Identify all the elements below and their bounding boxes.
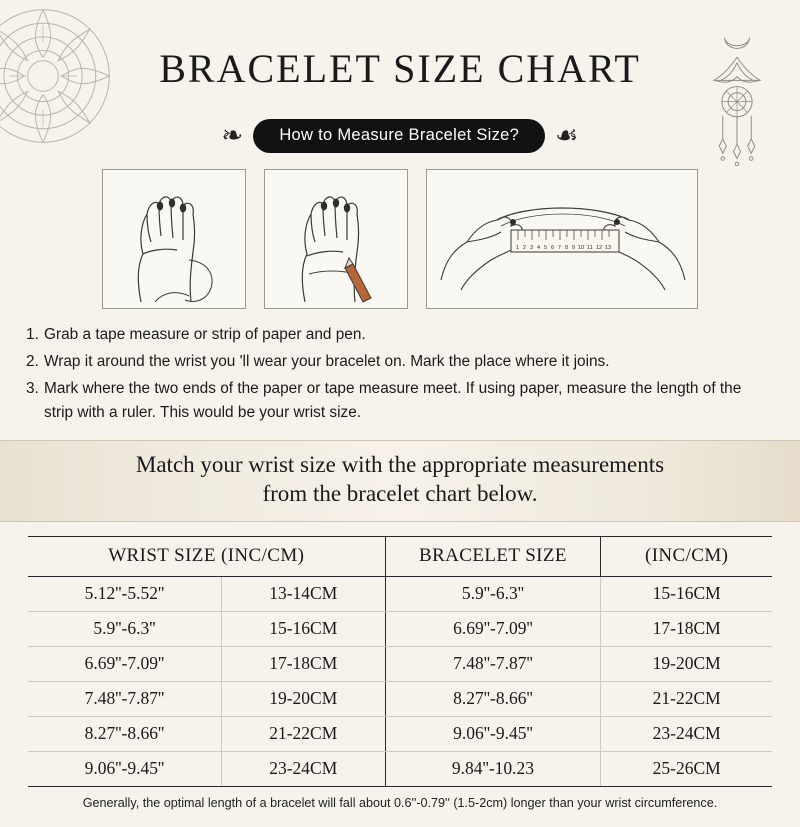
step-number: 3. [26, 380, 39, 398]
cell-wrist-cm: 23-24CM [221, 752, 385, 787]
table-row [28, 717, 772, 752]
cell-wrist-cm: 17-18CM [221, 647, 385, 682]
table-row [28, 647, 772, 682]
cell-bracelet-cm: 23-24CM [601, 717, 772, 752]
svg-text:6: 6 [551, 244, 555, 251]
svg-text:8: 8 [565, 244, 569, 251]
table-row [28, 577, 772, 612]
svg-text:7: 7 [558, 244, 562, 251]
cell-bracelet-cm: 25-26CM [601, 752, 772, 787]
svg-text:3: 3 [530, 244, 534, 251]
svg-text:10: 10 [578, 244, 585, 251]
svg-text:5: 5 [544, 244, 548, 251]
step-text: Grab a tape measure or strip of paper and pen. [44, 325, 366, 343]
illustration-hand-with-tape-measure-1 [102, 169, 246, 309]
svg-text:4: 4 [537, 244, 541, 251]
svg-text:9: 9 [572, 244, 576, 251]
cell-wrist-cm: 15-16CM [221, 612, 385, 647]
column-header-wrist-size: WRIST SIZE (INC/CM) [28, 537, 385, 577]
cell-wrist-inches: 5.12''-5.52'' [28, 577, 221, 612]
cell-bracelet-cm: 21-22CM [601, 682, 772, 717]
cell-wrist-inches: 5.9''-6.3'' [28, 612, 221, 647]
cell-wrist-inches: 9.06''-9.45'' [84, 758, 165, 779]
svg-text:11: 11 [587, 244, 593, 251]
page-title: BRACELET SIZE CHART [159, 45, 641, 91]
illustration-row [0, 169, 800, 309]
cell-bracelet-inches: 7.48''-7.87'' [385, 647, 601, 682]
cell-wrist-cm: 21-22CM [221, 717, 385, 752]
svg-text:13: 13 [605, 244, 612, 251]
size-chart-page [0, 27, 800, 827]
cell-bracelet-inches: 5.9''-6.3'' [385, 577, 601, 612]
cell-wrist-inches: 8.27''-8.66'' [28, 717, 221, 752]
flourish-left-icon: ❧ [221, 120, 244, 151]
step-number: 2. [26, 353, 39, 370]
cell-bracelet-inches: 9.84''-10.23 [385, 752, 601, 787]
step-number: 1. [26, 325, 39, 343]
list-item [26, 350, 774, 373]
illustration-hand-with-paper-strip [264, 169, 408, 309]
cell-bracelet-inches: 6.69''-7.09'' [385, 612, 601, 647]
instruction-steps [26, 323, 774, 425]
match-banner [0, 440, 800, 522]
cell-bracelet-cm: 19-20CM [601, 647, 772, 682]
step-text: Mark where the two ends of the paper or tape measure meet. If using paper, measure the length of the strip with a ruler. This would be your wrist size. [44, 380, 742, 421]
illustration-hands-measuring-with-ruler [426, 169, 698, 309]
list-item [26, 323, 774, 346]
cell-wrist-inches: 7.48''-7.87'' [28, 682, 221, 717]
footnote: Generally, the optimal length of a bracelet will fall about 0.6''-0.79'' (1.5-2cm) longer than your wrist circumference. [82, 796, 718, 811]
banner-line-2: from the bracelet chart below. [262, 481, 538, 507]
table-row [28, 612, 772, 647]
cell-bracelet-inches: 8.27''-8.66'' [385, 682, 601, 717]
size-table [28, 536, 772, 787]
table-row [28, 682, 772, 717]
cell-wrist-inches: 6.69''-7.09'' [28, 647, 221, 682]
banner-line-1: Match your wrist size with the appropriate measurements [135, 452, 665, 478]
flourish-right-icon: ☙ [555, 120, 579, 151]
svg-text:12: 12 [596, 244, 603, 251]
table-header-row [28, 537, 772, 577]
cell-wrist-cm: 13-14CM [221, 577, 385, 612]
cell-bracelet-cm: 17-18CM [601, 612, 772, 647]
svg-text:1: 1 [516, 244, 520, 251]
column-header-bracelet-units: (INC/CM) [601, 537, 772, 577]
cell-wrist-cm: 19-20CM [221, 682, 385, 717]
step-text: Wrap it around the wrist you 'll wear your bracelet on. Mark the place where it joins. [44, 353, 610, 370]
list-item [26, 377, 774, 424]
column-header-bracelet-size: BRACELET SIZE [385, 537, 601, 577]
svg-text:2: 2 [523, 244, 527, 251]
subtitle-row [0, 119, 800, 153]
table-row [28, 752, 772, 787]
subtitle-pill: How to Measure Bracelet Size? [253, 119, 545, 153]
cell-bracelet-inches: 9.06''-9.45'' [385, 717, 601, 752]
cell-bracelet-cm: 15-16CM [601, 577, 772, 612]
